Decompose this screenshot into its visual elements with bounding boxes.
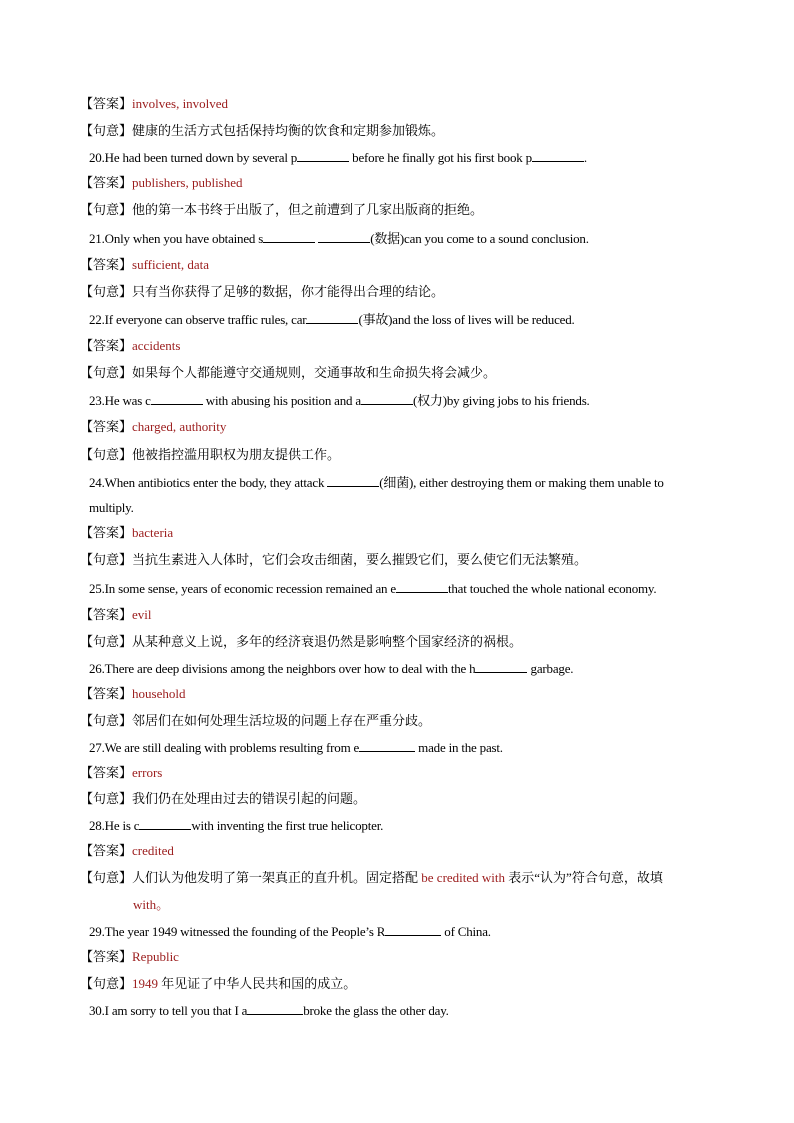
meaning-text: 表示“认为”符合句意，故填 bbox=[505, 870, 663, 885]
meaning-line-25 bbox=[80, 633, 794, 651]
question-text: If everyone can observe traffic rules, car bbox=[104, 312, 307, 327]
question-text: of China. bbox=[441, 924, 491, 939]
answer-tag: 【答案】 bbox=[80, 765, 133, 780]
meaning-text: 只有当你获得了足够的数据，你才能得出合理的结论。 bbox=[132, 284, 445, 299]
meaning-text: with。 bbox=[133, 897, 170, 912]
question-28 bbox=[89, 816, 729, 835]
blank bbox=[361, 391, 413, 405]
answer-text: errors bbox=[132, 765, 163, 780]
answer-text: involves, involved bbox=[132, 96, 229, 111]
answer-tag: 【答案】 bbox=[80, 686, 133, 701]
meaning-line-28-continued bbox=[133, 896, 794, 914]
question-number: 25. bbox=[89, 581, 105, 596]
answer-tag: 【答案】 bbox=[80, 607, 133, 622]
blank bbox=[318, 229, 370, 243]
question-text: (细菌), either destroying them or making them unable to bbox=[379, 475, 664, 490]
answer-text: charged, authority bbox=[132, 419, 227, 434]
answer-text: credited bbox=[132, 843, 174, 858]
blank bbox=[327, 473, 379, 487]
meaning-line-27 bbox=[80, 790, 794, 808]
meaning-tag: 【句意】 bbox=[80, 123, 133, 138]
question-text: made in the past. bbox=[415, 740, 503, 755]
meaning-tag: 【句意】 bbox=[80, 202, 133, 217]
question-27 bbox=[89, 738, 729, 757]
question-text: that touched the whole national economy. bbox=[447, 581, 657, 596]
question-number: 22. bbox=[89, 312, 105, 327]
question-text: with inventing the first true helicopter. bbox=[191, 818, 384, 833]
question-text: In some sense, years of economic recession remained an e bbox=[104, 581, 396, 596]
question-text: He was c bbox=[104, 393, 151, 408]
phrase-highlight: be credited with bbox=[421, 870, 506, 885]
blank bbox=[151, 391, 203, 405]
answer-line-25 bbox=[80, 606, 794, 624]
answer-tag: 【答案】 bbox=[80, 338, 133, 353]
meaning-line-28 bbox=[80, 869, 794, 887]
blank bbox=[263, 229, 315, 243]
meaning-text: 年见证了中华人民共和国的成立。 bbox=[158, 976, 357, 991]
answer-line-27 bbox=[80, 764, 794, 782]
question-20 bbox=[89, 148, 729, 167]
meaning-tag: 【句意】 bbox=[80, 791, 133, 806]
answer-line-28 bbox=[80, 842, 794, 860]
question-number: 23. bbox=[89, 393, 105, 408]
meaning-text: 如果每个人都能遵守交通规则，交通事故和生命损失将会减少。 bbox=[132, 365, 497, 380]
meaning-line-23 bbox=[80, 446, 794, 464]
meaning-text: 我们仍在处理由过去的错误引起的问题。 bbox=[132, 791, 367, 806]
question-text: There are deep divisions among the neighbors over how to deal with the h bbox=[104, 661, 476, 676]
question-30 bbox=[89, 1001, 729, 1020]
blank bbox=[532, 148, 584, 162]
answer-text: Republic bbox=[132, 949, 179, 964]
answer-text: bacteria bbox=[132, 525, 174, 540]
blank bbox=[359, 738, 415, 752]
meaning-text: 他被指控滥用职权为朋友提供工作。 bbox=[132, 447, 341, 462]
question-text: The year 1949 witnessed the founding of the People’s R bbox=[104, 924, 386, 939]
question-number: 20. bbox=[89, 150, 105, 165]
meaning-text: 邻居们在如何处理生活垃圾的问题上存在严重分歧。 bbox=[132, 713, 432, 728]
meaning-text: 人们认为他发明了第一架真正的直升机。固定搭配 bbox=[132, 870, 422, 885]
meaning-line-22 bbox=[80, 364, 794, 382]
question-number: 30. bbox=[89, 1003, 105, 1018]
answer-tag: 【答案】 bbox=[80, 843, 133, 858]
question-text: (权力)by giving jobs to his friends. bbox=[412, 393, 590, 408]
answer-tag: 【答案】 bbox=[80, 949, 133, 964]
question-24-continued bbox=[89, 499, 729, 517]
meaning-line-26 bbox=[80, 712, 794, 730]
answer-text: publishers, published bbox=[132, 175, 243, 190]
answer-line-21 bbox=[80, 256, 794, 274]
meaning-tag: 【句意】 bbox=[80, 870, 133, 885]
answer-line-22 bbox=[80, 337, 794, 355]
meaning-line-24 bbox=[80, 551, 794, 569]
meaning-tag: 【句意】 bbox=[80, 284, 133, 299]
question-23 bbox=[89, 391, 729, 410]
question-number: 29. bbox=[89, 924, 105, 939]
answer-tag: 【答案】 bbox=[80, 257, 133, 272]
question-22 bbox=[89, 310, 729, 329]
meaning-line-20 bbox=[80, 201, 794, 219]
question-number: 27. bbox=[89, 740, 105, 755]
answer-text: sufficient, data bbox=[132, 257, 210, 272]
meaning-text: 健康的生活方式包括保持均衡的饮食和定期参加锻炼。 bbox=[132, 123, 445, 138]
answer-line-29 bbox=[80, 948, 794, 966]
meaning-line-29 bbox=[80, 975, 794, 993]
question-text: . bbox=[583, 150, 587, 165]
answer-text: accidents bbox=[132, 338, 181, 353]
question-29 bbox=[89, 922, 729, 941]
question-number: 26. bbox=[89, 661, 105, 676]
meaning-line-19 bbox=[80, 122, 794, 140]
question-text: garbage. bbox=[527, 661, 574, 676]
meaning-tag: 【句意】 bbox=[80, 976, 133, 991]
question-26 bbox=[89, 659, 729, 678]
question-text: broke the glass the other day. bbox=[303, 1003, 449, 1018]
answer-text: household bbox=[132, 686, 186, 701]
meaning-tag: 【句意】 bbox=[80, 634, 133, 649]
question-text: He had been turned down by several p bbox=[104, 150, 298, 165]
answer-line-26 bbox=[80, 685, 794, 703]
answer-text: evil bbox=[132, 607, 152, 622]
blank bbox=[306, 310, 358, 324]
question-number: 24. bbox=[89, 475, 105, 490]
meaning-tag: 【句意】 bbox=[80, 552, 133, 567]
question-text: (事故)and the loss of lives will be reduced. bbox=[358, 312, 575, 327]
question-text: Only when you have obtained s bbox=[104, 231, 264, 246]
meaning-text: 他的第一本书终于出版了，但之前遭到了几家出版商的拒绝。 bbox=[132, 202, 484, 217]
question-25 bbox=[89, 579, 729, 598]
answer-tag: 【答案】 bbox=[80, 419, 133, 434]
blank bbox=[385, 922, 441, 936]
blank bbox=[297, 148, 349, 162]
question-text: When antibiotics enter the body, they attack bbox=[104, 475, 328, 490]
answer-line-24 bbox=[80, 524, 794, 542]
question-24 bbox=[89, 473, 729, 492]
question-text: I am sorry to tell you that I a bbox=[104, 1003, 248, 1018]
question-text: He is c bbox=[104, 818, 140, 833]
answer-tag: 【答案】 bbox=[80, 96, 133, 111]
blank bbox=[247, 1001, 303, 1015]
question-number: 21. bbox=[89, 231, 105, 246]
question-text: multiply. bbox=[89, 500, 134, 515]
meaning-tag: 【句意】 bbox=[80, 713, 133, 728]
blank bbox=[139, 816, 191, 830]
answer-tag: 【答案】 bbox=[80, 525, 133, 540]
question-text: before he finally got his first book p bbox=[349, 150, 532, 165]
answer-line-19 bbox=[80, 95, 794, 113]
answer-tag: 【答案】 bbox=[80, 175, 133, 190]
question-text: with abusing his position and a bbox=[202, 393, 361, 408]
question-number: 28. bbox=[89, 818, 105, 833]
meaning-text: 当抗生素进入人体时，它们会攻击细菌，要么摧毁它们，要么使它们无法繁殖。 bbox=[132, 552, 588, 567]
answer-line-23 bbox=[80, 418, 794, 436]
meaning-tag: 【句意】 bbox=[80, 447, 133, 462]
question-text: We are still dealing with problems resulting from e bbox=[104, 740, 360, 755]
answer-line-20 bbox=[80, 174, 794, 192]
question-text: (数据)can you come to a sound conclusion. bbox=[370, 231, 589, 246]
blank bbox=[475, 659, 527, 673]
blank bbox=[396, 579, 448, 593]
question-21 bbox=[89, 229, 729, 248]
meaning-line-21 bbox=[80, 283, 794, 301]
meaning-tag: 【句意】 bbox=[80, 365, 133, 380]
meaning-text: 从某种意义上说，多年的经济衰退仍然是影响整个国家经济的祸根。 bbox=[132, 634, 523, 649]
year-highlight: 1949 bbox=[132, 976, 159, 991]
